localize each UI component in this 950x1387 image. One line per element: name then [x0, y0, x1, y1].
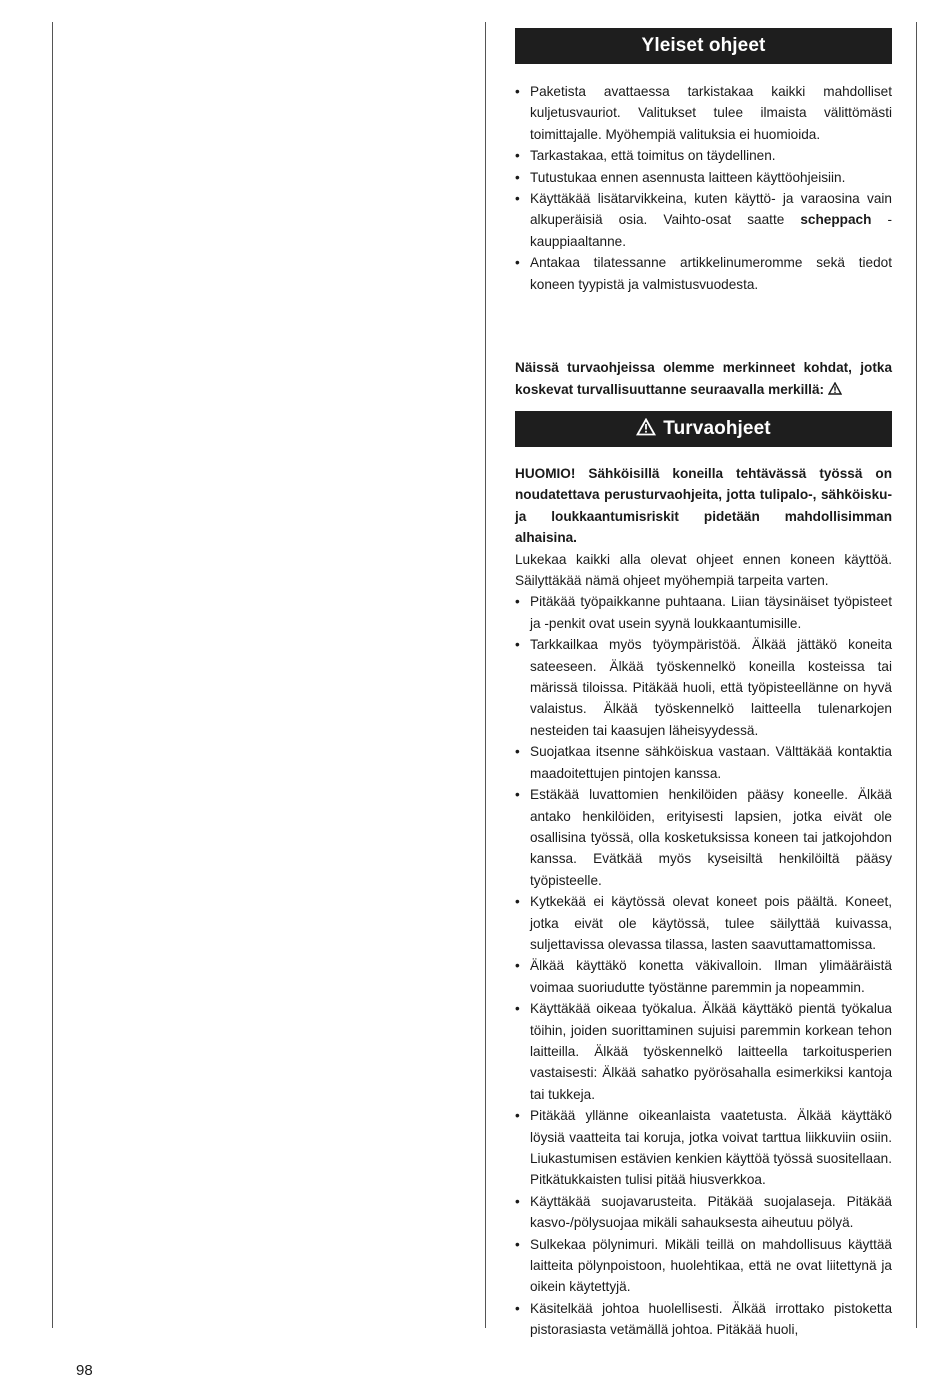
column-divider-rule — [485, 22, 486, 1328]
list-item — [515, 188, 892, 252]
safety-warning: HUOMIO! Sähköisillä koneilla tehtävässä työssä on noudatettava perusturvaohjeita, jotta tulipalo-, sähköisku- ja loukkaantumisriskit pidetään mahdollisimman alhaisina. — [515, 466, 892, 546]
list-item: • Tutustukaa ennen asennusta laitteen käyttöohjeisiin. — [515, 167, 892, 188]
notice-paragraph — [515, 357, 892, 401]
left-margin-rule — [52, 22, 53, 1328]
list-item: • Tarkastakaa, että toimitus on täydellinen. — [515, 145, 892, 166]
list-item: • Antakaa tilatessanne artikkelinumeromme sekä tiedot koneen tyypistä ja valmistusvuodesta. — [515, 252, 892, 295]
right-margin-rule — [916, 22, 917, 1328]
list-item: • Pitäkää yllänne oikeanlaista vaatetusta. Älkää käyttäkö löysiä vaatteita tai koruja, jotka voivat tarttua liikkuviin osiin. Liukastumisen estävien kenkien käyttöä työssä suositellaan. Pitkätukkaisten tulisi pitää hiusverkkoa. — [515, 1105, 892, 1191]
list-item-text: Käyttäkää lisätarvikkeina, kuten käyttö- ja varaosina vain alkuperäisiä osia. Vaihto-osat saatte — [530, 191, 892, 228]
warning-triangle-icon — [636, 418, 656, 440]
list-item-text: -kauppiaaltanne. — [530, 212, 892, 249]
safety-heading — [515, 411, 892, 447]
list-item: • Älkää käyttäkö konetta väkivalloin. Ilman ylimääräistä voimaa suoriudutte työstänne paremmin ja nopeammin. — [515, 955, 892, 998]
list-item: • Pitäkää työpaikkanne puhtaana. Liian täysinäiset työpisteet ja -penkit ovat usein syynä loukkaantumisille. — [515, 591, 892, 634]
list-item: • Käyttäkää oikeaa työkalua. Älkää käyttäkö pientä työkalua töihin, joiden suorittaminen sujuisi paremmin korkean tehon laitteilla. Älkää työskennelkö laitteella tarkoitusperien vastaisesti: Älkää sahatko pyörösahalla esimerkiksi kantoja tai tukkeja. — [515, 998, 892, 1105]
notice-text: Näissä turvaohjeissa olemme merkinneet kohdat, jotka koskevat turvallisuuttanne seuraavalla merkillä: — [515, 360, 892, 397]
list-item: • Estäkää luvattomien henkilöiden pääsy koneelle. Älkää antako henkilöiden, erityisesti lapsien, jotka eivät ole osallisina työssä, olla kosketuksissa koneen tai jatkojohdon kanssa. Evätkää myös kyseisiltä henkilöiltä pääsy työpisteelle. — [515, 784, 892, 891]
list-item: • Suojatkaa itsenne sähköiskua vastaan. Välttäkää kontaktia maadoitettujen pintojen kanssa. — [515, 741, 892, 784]
notice-section — [515, 357, 892, 401]
list-item: • Kytkekää ei käytössä olevat koneet pois päältä. Koneet, jotka eivät ole käytössä, tulee säilyttää kuivassa, suljettavissa olevassa tilassa, lasten saavuttamattomissa. — [515, 891, 892, 955]
general-title: Yleiset ohjeet — [641, 35, 766, 56]
list-item: • Käsitelkää johtoa huolellisesti. Älkää irrottako pistoketta pistorasiasta vetämällä johtoa. Pitäkää huoli, — [515, 1298, 892, 1341]
general-list — [515, 81, 892, 295]
safety-title: Turvaohjeet — [663, 418, 771, 439]
safety-list — [515, 591, 892, 1340]
brand-name: scheppach — [800, 212, 872, 228]
safety-intro: Lukekaa kaikki alla olevat ohjeet ennen koneen käyttöä. Säilyttäkää nämä ohjeet myöhempiä tarpeita varten. — [515, 551, 892, 589]
general-heading — [515, 28, 892, 64]
general-section — [515, 28, 892, 295]
list-item: • Paketista avattaessa tarkistakaa kaikki mahdolliset kuljetusvauriot. Valitukset tulee ilmaista välittömästi toimittajalle. Myöhempiä valituksia ei huomioida. — [515, 81, 892, 145]
list-item: • Sulkekaa pölynimuri. Mikäli teillä on mahdollisuus käyttää laitteita pölynpoistoon, huolehtikaa, että ne ovat liitettynä ja oikein käytettyjä. — [515, 1234, 892, 1298]
list-item: • Käyttäkää suojavarusteita. Pitäkää suojalaseja. Pitäkää kasvo-/pölysuojaa mikäli sahauksesta aiheutuu pölyä. — [515, 1191, 892, 1234]
safety-section — [515, 411, 892, 1341]
list-item: • Tarkkailkaa myös työympäristöä. Älkää jättäkö koneita sateeseen. Älkää työskennelkö koneilla kosteissa tai märissä tiloissa. Pitäkää huoli, että työpisteellänne on hyvä valaistus. Älkää työskennelkö laitteella tulenarkojen nesteiden tai kaasujen läheisyydessä. — [515, 634, 892, 741]
warning-triangle-icon — [828, 382, 842, 397]
page-number: 98 — [76, 1362, 93, 1379]
